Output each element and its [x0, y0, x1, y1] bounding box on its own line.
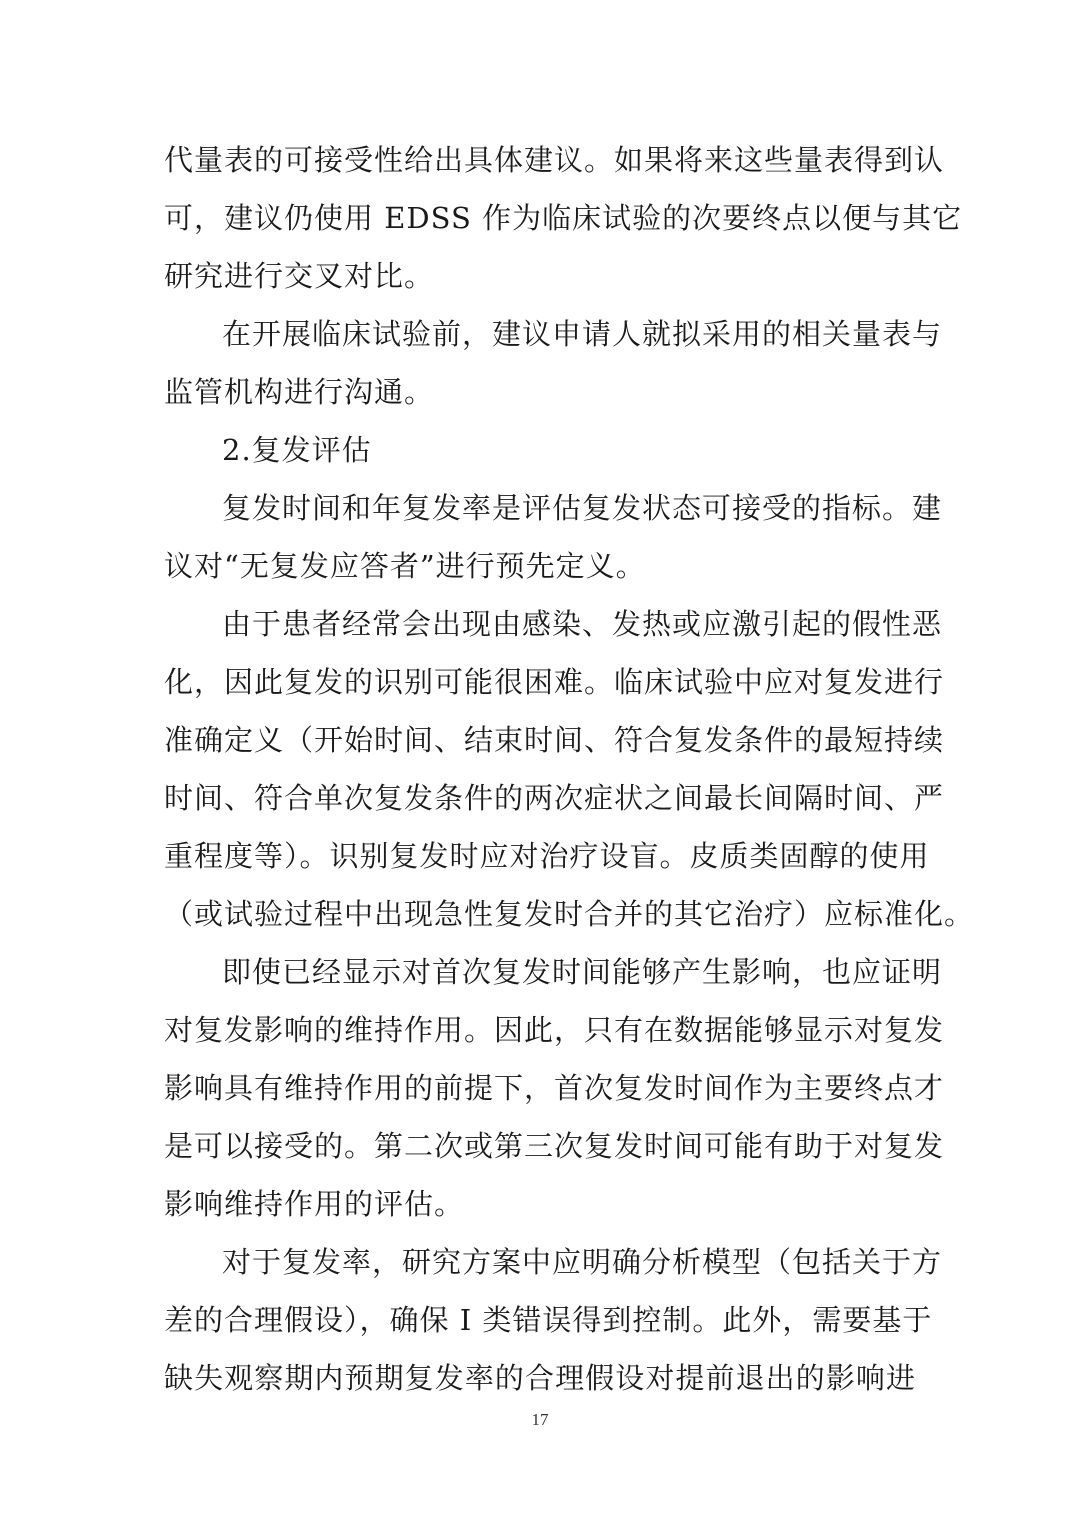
page-number: 17: [531, 1410, 549, 1429]
text-line: 影响具有维持作用的前提下，首次复发时间作为主要终点才: [164, 1071, 945, 1105]
text-line: 重程度等）。识别复发时应对治疗设盲。皮质类固醇的使用: [164, 839, 930, 873]
text-line: 是可以接受的。第二次或第三次复发时间可能有助于对复发: [164, 1129, 945, 1163]
text-line: 代量表的可接受性给出具体建议。如果将来这些量表得到认: [164, 143, 945, 177]
text-line: （或试验过程中出现急性复发时合并的其它治疗）应标准化。: [164, 897, 975, 931]
text-line: 影响维持作用的评估。: [164, 1187, 465, 1221]
section-heading: 2.复发评估: [222, 433, 372, 467]
text-line: 即使已经显示对首次复发时间能够产生影响，也应证明: [222, 955, 943, 989]
text-line: 化，因此复发的识别可能很困难。临床试验中应对复发进行: [164, 665, 945, 699]
text-line: 对复发影响的维持作用。因此，只有在数据能够显示对复发: [164, 1013, 945, 1047]
text-line: 时间、符合单次复发条件的两次症状之间最长间隔时间、严: [164, 781, 945, 815]
text-line: 缺失观察期内预期复发率的合理假设对提前退出的影响进: [164, 1361, 916, 1395]
text-line: 差的合理假设），确保 I 类错误得到控制。此外，需要基于: [164, 1303, 933, 1337]
text-line: 复发时间和年复发率是评估复发状态可接受的指标。建: [222, 491, 943, 525]
text-line: 在开展临床试验前，建议申请人就拟采用的相关量表与: [222, 317, 943, 351]
text-line: 可，建议仍使用 EDSS 作为临床试验的次要终点以便与其它: [164, 201, 963, 235]
body-text: [164, 131, 975, 1407]
text-line: 监管机构进行沟通。: [164, 375, 435, 409]
text-line: 对于复发率，研究方案中应明确分析模型（包括关于方: [222, 1245, 943, 1279]
text-line: 准确定义（开始时间、结束时间、符合复发条件的最短持续: [164, 723, 945, 757]
text-line: 由于患者经常会出现由感染、发热或应激引起的假性恶: [222, 607, 943, 641]
text-line: 议对“无复发应答者”进行预先定义。: [164, 549, 646, 583]
text-line: 研究进行交叉对比。: [164, 259, 435, 293]
